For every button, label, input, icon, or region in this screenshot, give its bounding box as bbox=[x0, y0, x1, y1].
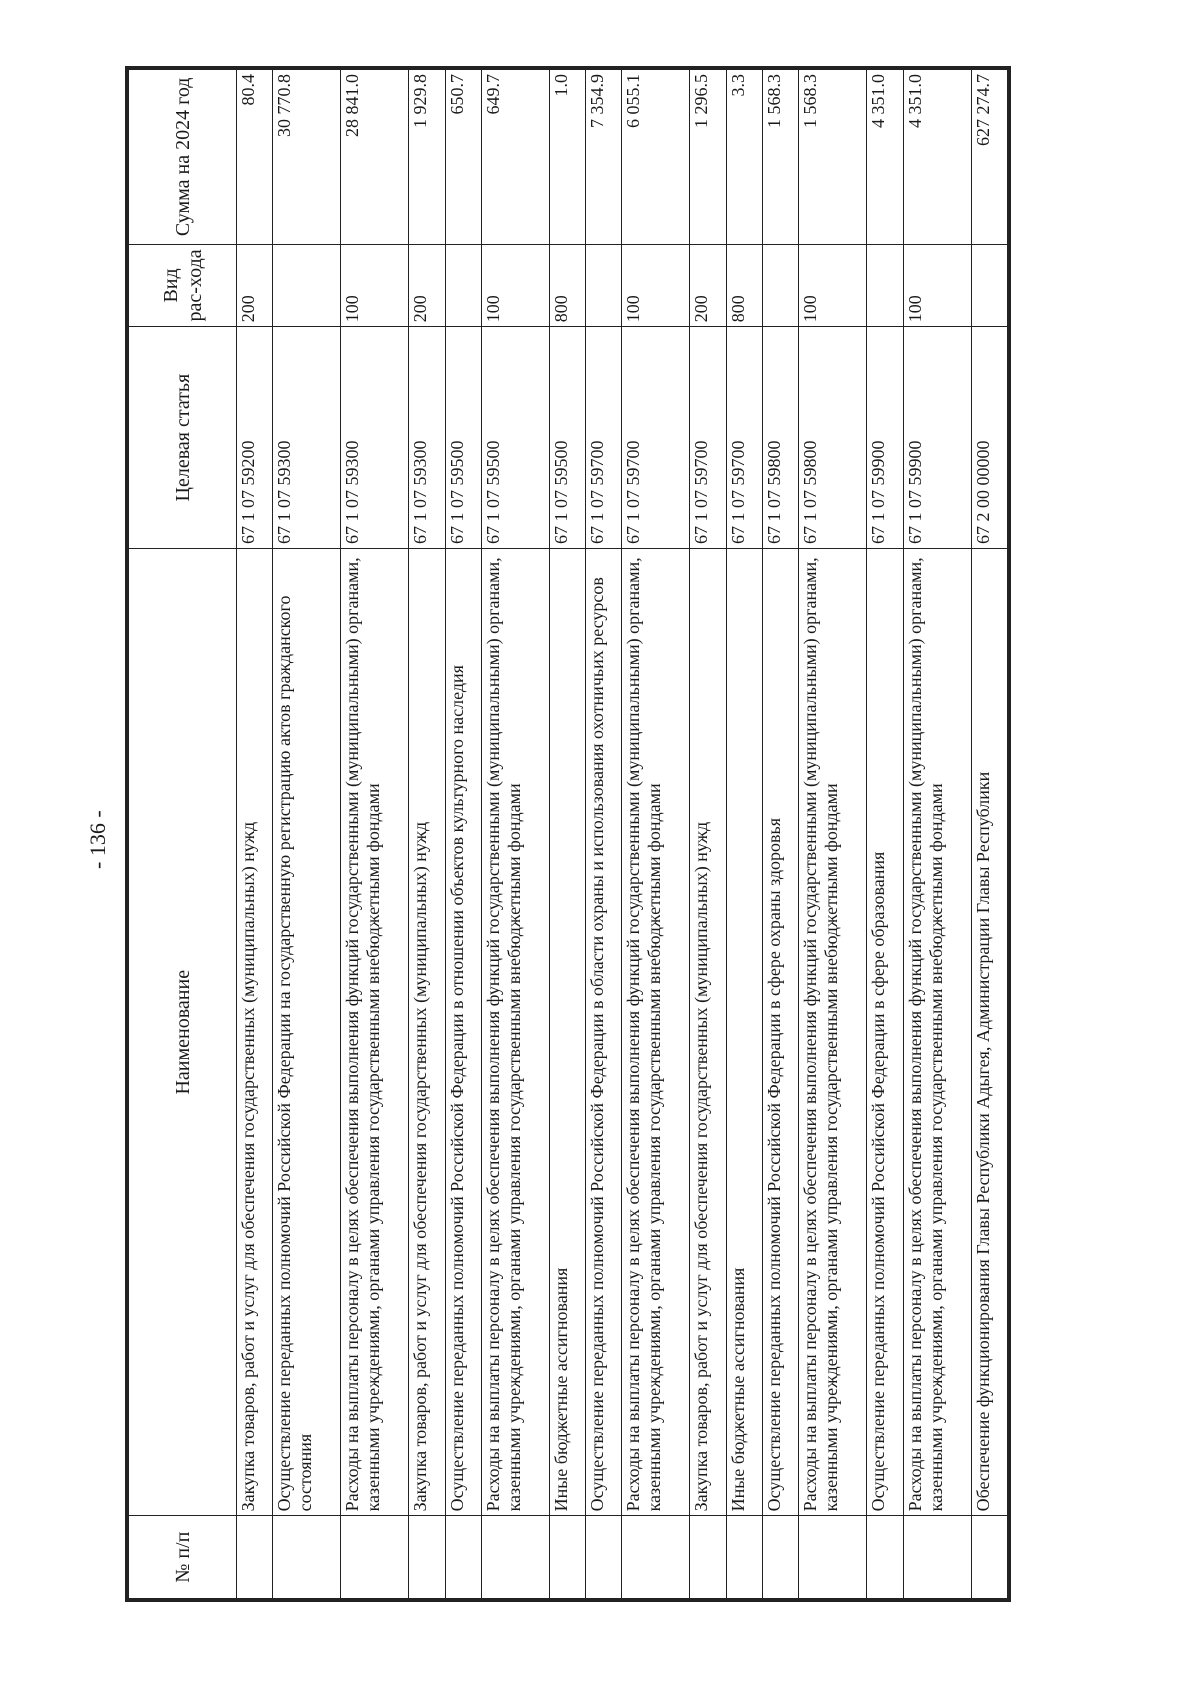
table-row bbox=[341, 70, 409, 1599]
cell-no bbox=[445, 1516, 481, 1599]
table-row bbox=[409, 70, 445, 1599]
cell-name: Расходы на выплаты персоналу в целях обеспечения выполнения функций государственными (муниципальными) органами, казенными учреждениями, органами управления государственными внебюджетными фондами bbox=[903, 549, 971, 1516]
cell-name: Иные бюджетные ассигнования bbox=[549, 549, 585, 1516]
cell-code: 67 1 07 59700 bbox=[726, 327, 762, 549]
cell-name: Осуществление переданных полномочий Российской Федерации в сфере охраны здоровья bbox=[763, 549, 799, 1516]
table-row bbox=[622, 70, 690, 1599]
cell-name: Расходы на выплаты персоналу в целях обеспечения выполнения функций государственными (муниципальными) органами, казенными учреждениями, органами управления государственными внебюджетными фондами bbox=[341, 549, 409, 1516]
table-row bbox=[445, 70, 481, 1599]
cell-no bbox=[867, 1516, 903, 1599]
cell-code: 67 1 07 59500 bbox=[481, 327, 549, 549]
cell-amount: 649.7 bbox=[481, 70, 549, 245]
cell-no bbox=[903, 1516, 971, 1599]
cell-amount: 627 274.7 bbox=[971, 70, 1007, 245]
table-row bbox=[237, 70, 273, 1599]
cell-type bbox=[273, 244, 341, 327]
cell-no bbox=[341, 1516, 409, 1599]
cell-code: 67 1 07 59200 bbox=[237, 327, 273, 549]
cell-type: 100 bbox=[341, 244, 409, 327]
cell-code: 67 1 07 59300 bbox=[273, 327, 341, 549]
cell-name: Осуществление переданных полномочий Российской Федерации на государственную регистрацию актов гражданского состояния bbox=[273, 549, 341, 1516]
cell-no bbox=[799, 1516, 867, 1599]
cell-name: Расходы на выплаты персоналу в целях обеспечения выполнения функций государственными (муниципальными) органами, казенными учреждениями, органами управления государственными внебюджетными фондами bbox=[799, 549, 867, 1516]
cell-amount: 4 351.0 bbox=[903, 70, 971, 245]
cell-amount: 1 568.3 bbox=[763, 70, 799, 245]
cell-name: Закупка товаров, работ и услуг для обеспечения государственных (муниципальных) нужд bbox=[690, 549, 726, 1516]
cell-amount: 80.4 bbox=[237, 70, 273, 245]
table-row bbox=[690, 70, 726, 1599]
cell-type bbox=[586, 244, 622, 327]
table-row bbox=[586, 70, 622, 1599]
table-row bbox=[867, 70, 903, 1599]
cell-name: Осуществление переданных полномочий Российской Федерации в области охраны и использования охотничьих ресурсов bbox=[586, 549, 622, 1516]
cell-amount: 6 055.1 bbox=[622, 70, 690, 245]
budget-table bbox=[128, 69, 1008, 1599]
cell-amount: 4 351.0 bbox=[867, 70, 903, 245]
cell-no bbox=[690, 1516, 726, 1599]
cell-type bbox=[867, 244, 903, 327]
cell-code: 67 1 07 59300 bbox=[341, 327, 409, 549]
table-row bbox=[763, 70, 799, 1599]
table-row bbox=[273, 70, 341, 1599]
cell-name: Осуществление переданных полномочий Российской Федерации в отношении объектов культурного наследия bbox=[445, 549, 481, 1516]
cell-type: 100 bbox=[481, 244, 549, 327]
cell-name: Обеспечение функционирования Главы Республики Адыгея, Администрации Главы Республики bbox=[971, 549, 1007, 1516]
cell-type: 100 bbox=[622, 244, 690, 327]
cell-amount: 1.0 bbox=[549, 70, 585, 245]
cell-code: 67 1 07 59700 bbox=[586, 327, 622, 549]
cell-amount: 28 841.0 bbox=[341, 70, 409, 245]
cell-name: Осуществление переданных полномочий Российской Федерации в сфере образования bbox=[867, 549, 903, 1516]
cell-name: Расходы на выплаты персоналу в целях обеспечения выполнения функций государственными (муниципальными) органами, казенными учреждениями, органами управления государственными внебюджетными фондами bbox=[481, 549, 549, 1516]
table-row bbox=[799, 70, 867, 1599]
table-row bbox=[903, 70, 971, 1599]
cell-no bbox=[971, 1516, 1007, 1599]
header-amount: Сумма на 2024 год bbox=[129, 70, 237, 245]
cell-code: 67 1 07 59500 bbox=[445, 327, 481, 549]
cell-type: 800 bbox=[549, 244, 585, 327]
header-no: № п/п bbox=[129, 1516, 237, 1599]
cell-no bbox=[726, 1516, 762, 1599]
cell-name: Закупка товаров, работ и услуг для обеспечения государственных (муниципальных) нужд bbox=[237, 549, 273, 1516]
cell-code: 67 1 07 59900 bbox=[903, 327, 971, 549]
header-type: Вид рас-хода bbox=[129, 244, 237, 327]
cell-no bbox=[237, 1516, 273, 1599]
table-row bbox=[549, 70, 585, 1599]
cell-code: 67 1 07 59500 bbox=[549, 327, 585, 549]
cell-type: 800 bbox=[726, 244, 762, 327]
cell-type bbox=[445, 244, 481, 327]
table-header-row bbox=[129, 70, 237, 1599]
cell-type: 200 bbox=[690, 244, 726, 327]
budget-table-wrapper bbox=[128, 69, 1008, 1599]
cell-amount: 3.3 bbox=[726, 70, 762, 245]
cell-no bbox=[763, 1516, 799, 1599]
cell-amount: 650.7 bbox=[445, 70, 481, 245]
cell-code: 67 1 07 59300 bbox=[409, 327, 445, 549]
cell-code: 67 2 00 00000 bbox=[971, 327, 1007, 549]
page-number: - 136 - bbox=[85, 810, 110, 869]
table-row bbox=[726, 70, 762, 1599]
cell-name: Иные бюджетные ассигнования bbox=[726, 549, 762, 1516]
cell-amount: 1 929.8 bbox=[409, 70, 445, 245]
cell-name: Расходы на выплаты персоналу в целях обеспечения выполнения функций государственными (муниципальными) органами, казенными учреждениями, органами управления государственными внебюджетными фондами bbox=[622, 549, 690, 1516]
cell-no bbox=[273, 1516, 341, 1599]
header-code: Целевая статья bbox=[129, 327, 237, 549]
header-name: Наименование bbox=[129, 549, 237, 1516]
table-row bbox=[971, 70, 1007, 1599]
cell-type: 100 bbox=[903, 244, 971, 327]
cell-amount: 30 770.8 bbox=[273, 70, 341, 245]
cell-no bbox=[481, 1516, 549, 1599]
cell-amount: 7 354.9 bbox=[586, 70, 622, 245]
cell-no bbox=[549, 1516, 585, 1599]
table-row bbox=[481, 70, 549, 1599]
cell-code: 67 1 07 59700 bbox=[622, 327, 690, 549]
cell-amount: 1 296.5 bbox=[690, 70, 726, 245]
cell-no bbox=[586, 1516, 622, 1599]
cell-type bbox=[763, 244, 799, 327]
cell-code: 67 1 07 59700 bbox=[690, 327, 726, 549]
cell-no bbox=[622, 1516, 690, 1599]
cell-type: 100 bbox=[799, 244, 867, 327]
cell-code: 67 1 07 59800 bbox=[799, 327, 867, 549]
cell-type: 200 bbox=[409, 244, 445, 327]
cell-name: Закупка товаров, работ и услуг для обеспечения государственных (муниципальных) нужд bbox=[409, 549, 445, 1516]
cell-type: 200 bbox=[237, 244, 273, 327]
cell-code: 67 1 07 59900 bbox=[867, 327, 903, 549]
cell-no bbox=[409, 1516, 445, 1599]
cell-code: 67 1 07 59800 bbox=[763, 327, 799, 549]
cell-amount: 1 568.3 bbox=[799, 70, 867, 245]
cell-type bbox=[971, 244, 1007, 327]
